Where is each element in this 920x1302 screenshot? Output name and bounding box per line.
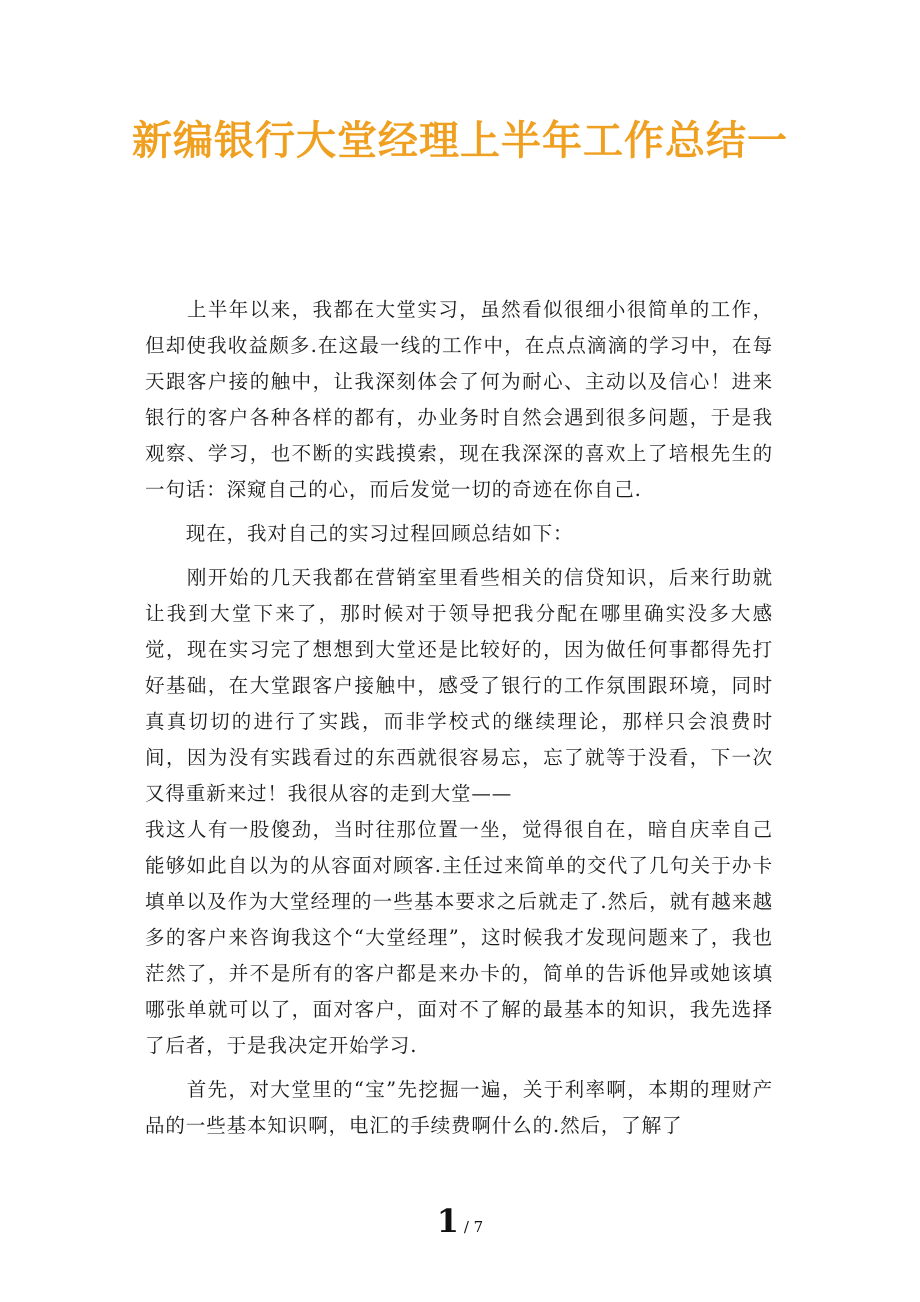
current-page-number: 1 [436, 1202, 460, 1240]
paragraph-first-step: 首先，对大堂里的“宝”先挖掘一遍，关于利率啊，本期的理财产品的一些基本知识啊，电汇的手续费啊什么的.然后，了解了 [145, 1078, 773, 1137]
page-number-separator: / [459, 1218, 474, 1236]
paragraph-summary-heading: 现在，我对自己的实习过程回顾总结如下： [145, 522, 574, 545]
paragraph-intro: 上半年以来，我都在大堂实习，虽然看似很细小很简单的工作，但却使我收益颇多.在这最一线的工作中，在点点滴滴的学习中，在每天跟客户接的触中，让我深刻体会了何为耐心、主动以及信心！进来银行的客户各种各样的都有，办业务时自然会遇到很多问题，于是我观察、学习，也不断的实践摸索，现在我深深的喜欢上了培根先生的一句话：深窥自己的心，而后发觉一切的奇迹在你自己. [145, 298, 773, 501]
paragraph-lobby-experience: 我这人有一股傻劲，当时往那位置一坐，觉得很自在，暗自庆幸自己能够如此自以为的从容面对顾客.主任过来简单的交代了几句关于办卡填单以及作为大堂经理的一些基本要求之后就走了.然后，就有越来越多的客户来咨询我这个“大堂经理”，这时候我才发现问题来了，我也茫然了，并不是所有的客户都是来办卡的，简单的告诉他异或她该填哪张单就可以了，面对客户，面对不了解的最基本的知识，我先选择了后者，于是我决定开始学习. [145, 818, 773, 1057]
document-title: 新编银行大堂经理上半年工作总结一 [132, 118, 788, 164]
paragraph-first-days: 刚开始的几天我都在营销室里看些相关的信贷知识，后来行助就让我到大堂下来了，那时候对于领导把我分配在哪里确实没多大感觉，现在实习完了想想到大堂还是比较好的，因为做任何事都得先打好基础，在大堂跟客户接触中，感受了银行的工作氛围跟环境，同时真真切切的进行了实践，而非学校式的继续理论，那样只会浪费时间，因为没有实践看过的东西就很容易忘，忘了就等于没看，下一次又得重新来过！我很从容的走到大堂—— [145, 566, 773, 805]
document-body [145, 292, 773, 1152]
page-number [0, 1202, 920, 1240]
total-page-count: 7 [473, 1218, 484, 1236]
